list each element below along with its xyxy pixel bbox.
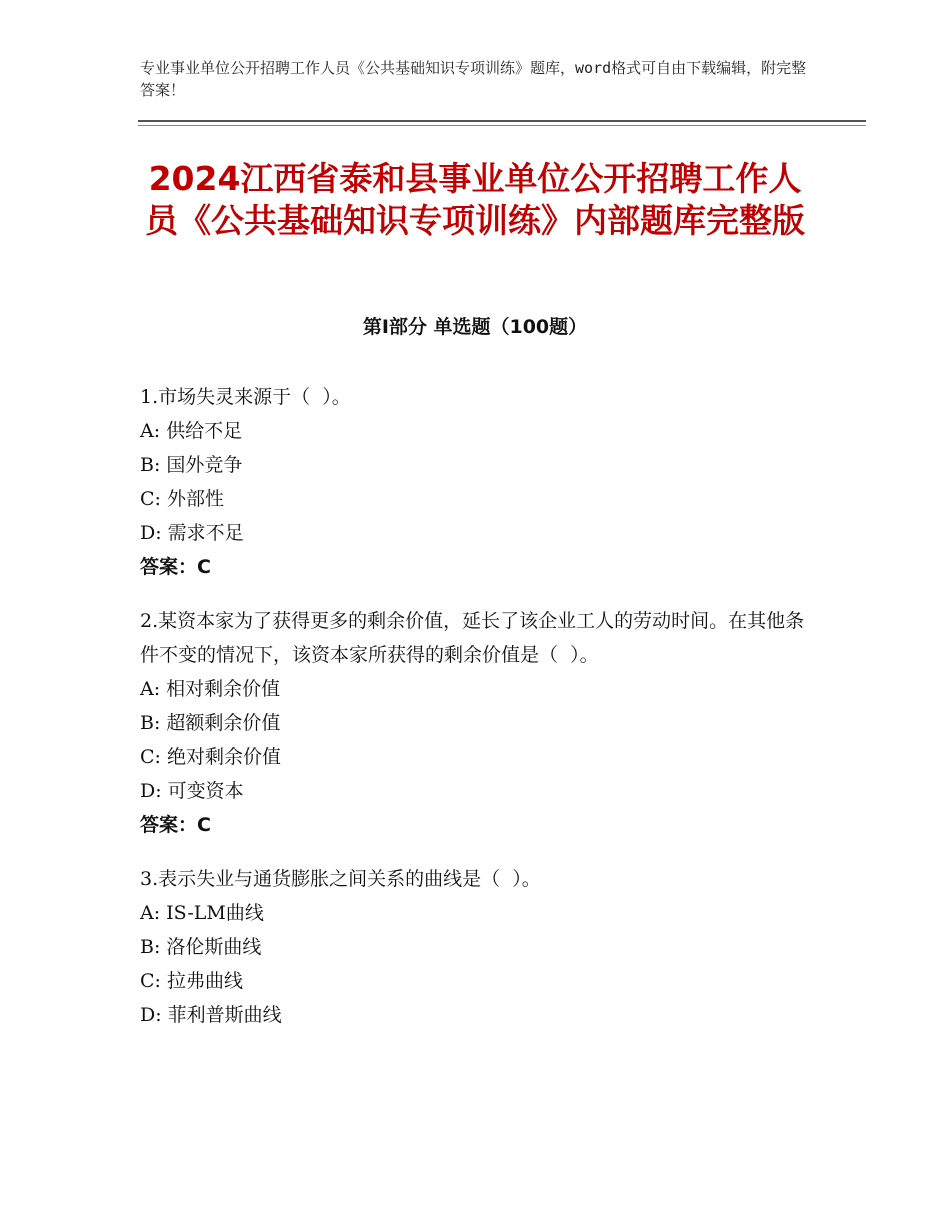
option-d: D: 需求不足 (140, 522, 244, 544)
document-title: 2024江西省泰和县事业单位公开招聘工作人员《公共基础知识专项训练》内部题库完整版 (145, 159, 805, 240)
header-divider-thick (138, 120, 866, 122)
option-b: B: 超额剩余价值 (140, 712, 281, 734)
option-a: A: 相对剩余价值 (140, 678, 281, 700)
question-stem: 1.市场失灵来源于（ ）。 (140, 386, 351, 408)
option-a: A: 供给不足 (140, 420, 243, 442)
option-c: C: 外部性 (140, 488, 224, 510)
option-d: D: 可变资本 (140, 780, 244, 802)
question-list (140, 380, 820, 1052)
option-b: B: 国外竞争 (140, 454, 243, 476)
question-3 (140, 862, 820, 1032)
question-stem: 3.表示失业与通货膨胀之间关系的曲线是（ ）。 (140, 868, 541, 890)
question-2 (140, 604, 820, 842)
option-c: C: 绝对剩余价值 (140, 746, 281, 768)
question-stem: 2.某资本家为了获得更多的剩余价值，延长了该企业工人的劳动时间。在其他条件不变的情况下，该资本家所获得的剩余价值是（ ）。 (140, 610, 805, 666)
answer: 答案：C (140, 814, 211, 836)
section-title: 第Ⅰ部分 单选题（100题） (362, 316, 588, 338)
option-a: A: IS-LM曲线 (140, 902, 264, 924)
header-divider-thin (138, 125, 866, 126)
option-d: D: 菲利普斯曲线 (140, 1004, 282, 1026)
header-note: 专业事业单位公开招聘工作人员《公共基础知识专项训练》题库，word格式可自由下载编辑，附完整答案！ (140, 59, 807, 99)
option-c: C: 拉弗曲线 (140, 970, 243, 992)
answer: 答案：C (140, 556, 211, 578)
question-1 (140, 380, 820, 584)
option-b: B: 洛伦斯曲线 (140, 936, 262, 958)
